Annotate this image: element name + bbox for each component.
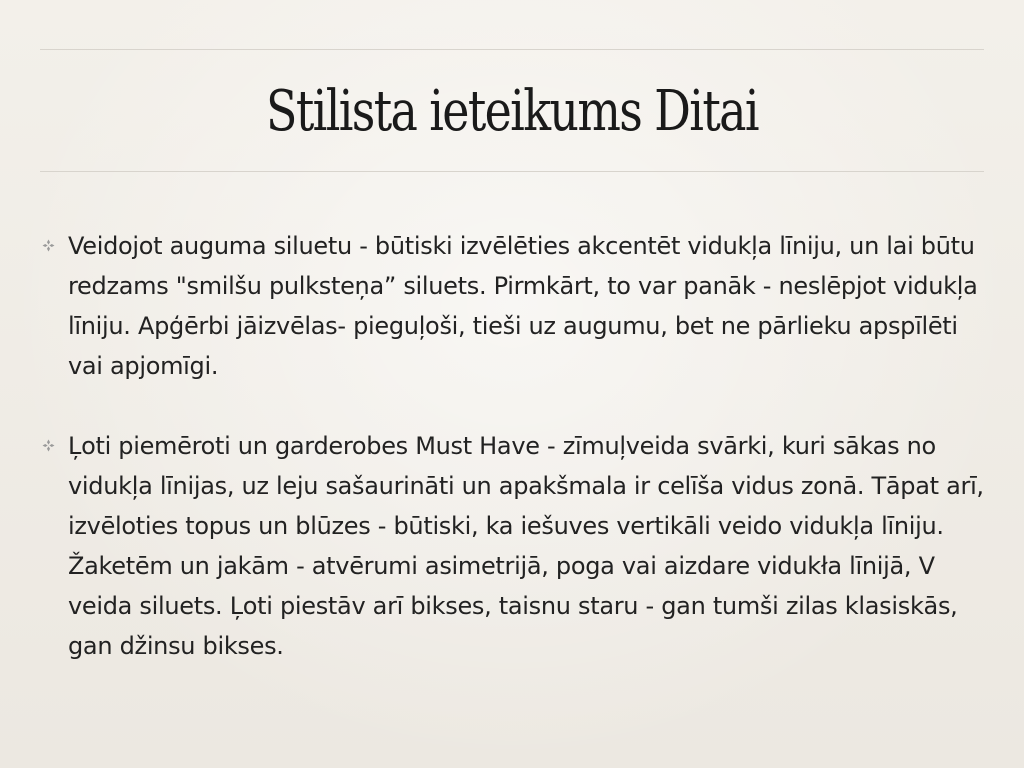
bullet-item (40, 226, 984, 386)
title-divider (40, 171, 984, 172)
diamond-cluster-icon (42, 439, 55, 452)
top-divider (40, 49, 984, 50)
bullet-list (40, 226, 984, 666)
bullet-text: Ļoti piemēroti un garderobes Must Have - zīmuļveida svārki, kuri sākas no vidukļa līnijas, uz leju sašaurināti un apakšmala ir celīša vidus zonā. Tāpat arī, izvēloties topus un blūzes - būtiski, ka iešuves vertikāli veido vidukļa līniju. Žaketēm un jakām - atvērumi asimetrijā, poga vai aizdare vidukła līnijā, V veida siluets. Ļoti piestāv arī bikses, taisnu staru - gan tumši zilas klasiskās, gan džinsu bikses. (68, 432, 984, 660)
diamond-cluster-icon (42, 239, 55, 252)
bullet-item (40, 426, 984, 666)
bullet-text: Veidojot auguma siluetu - būtiski izvēlēties akcentēt vidukļa līniju, un lai būtu redzams "smilšu pulksteņa” siluets. Pirmkārt, to var panāk - neslēpjot vidukļa līniju. Apģērbi jāizvēlas- pieguļoši, tieši uz augumu, bet ne pārlieku apspīlēti vai apjomīgi. (68, 232, 978, 380)
slide-title: Stilista ieteikums Ditai (266, 79, 758, 144)
